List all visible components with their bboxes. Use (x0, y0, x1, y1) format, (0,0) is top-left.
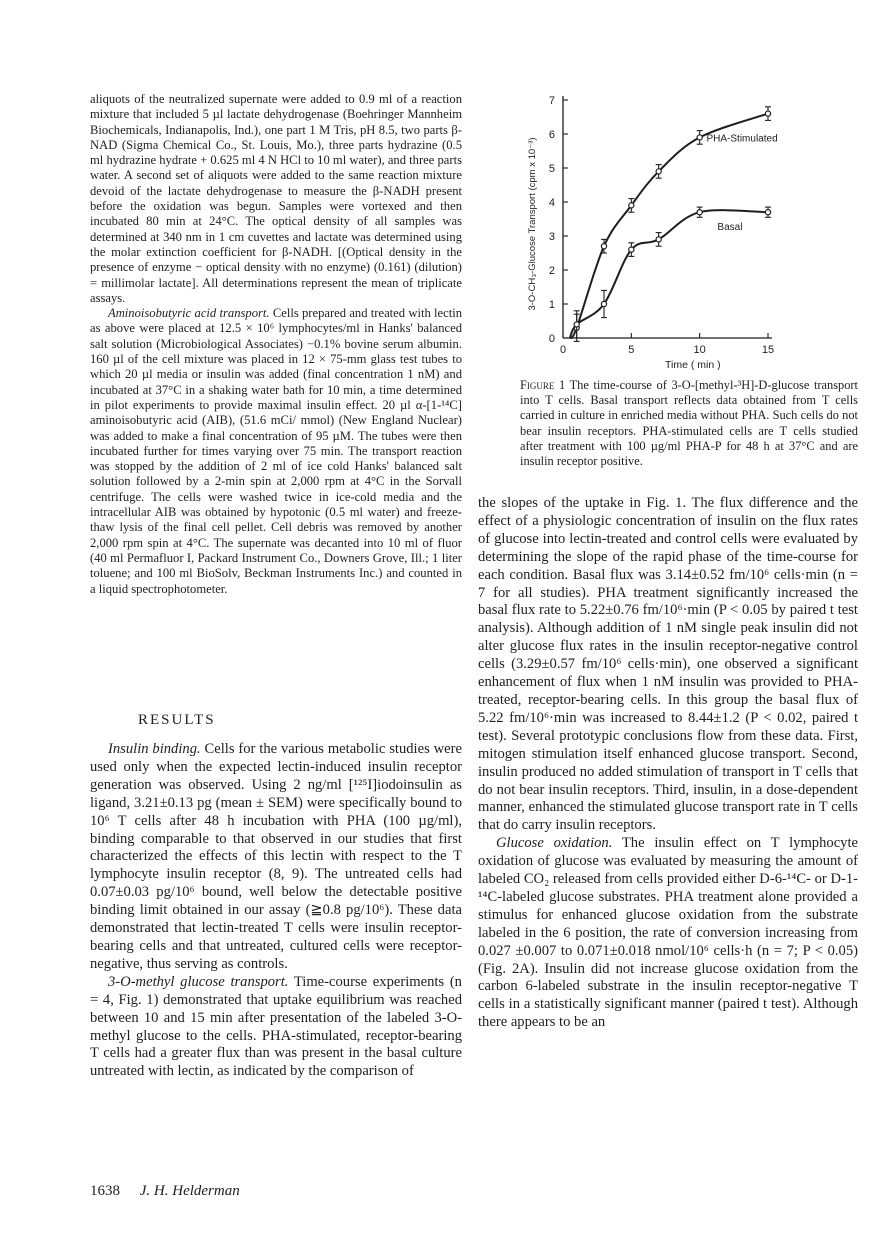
running-author: J. H. Helderman (139, 1183, 240, 1199)
glucose-transport-heading: 3-O-methyl glucose transport. (108, 973, 289, 990)
results-left-column (90, 741, 462, 1081)
insulin-binding-heading: Insulin binding. (108, 741, 201, 757)
x-axis-label: Time ( min ) (665, 359, 721, 371)
results-heading: RESULTS (138, 712, 216, 728)
data-point (765, 210, 770, 215)
y-tick-label: 1 (548, 299, 555, 311)
data-point (656, 237, 661, 242)
figure-label: Figure 1 (520, 378, 566, 392)
time-course-plot (508, 86, 808, 371)
figure-1-caption (520, 378, 858, 469)
y-tick-label: 3 (548, 231, 555, 243)
y-tick-label: 6 (548, 129, 555, 141)
data-point (601, 301, 606, 306)
figure-caption-text: The time-course of 3-O-[methyl-³H]-D-glucose transport into T cells. Basal transport reflects data obtained from T cells carried in culture in enriched media without PHA. Such cells do not bear insulin receptors. PHA-stimulated cells are T cells studied after treatment with 100 µg/ml PHA-P for 48 h at 37°C and are insulin receptor positive. (520, 378, 858, 469)
aib-transport-body: Cells prepared and treated with lectin as above were placed at 12.5 × 10⁶ lymphocytes/ml in Hanks' balanced salt solution (Microbiological Associates) −0.1% bovine serum albumin. 160 µl of the cell mixture was placed in 12 × 75-mm glass test tubes to which 20 µl media or insulin was added (final concentration 1 nM) and incubated at 37°C in a shaking water bath for 10 min, a time determined in pilot experiments to provide maximal insulin effect. 20 µl α-[1-¹⁴C] aminoisobutyric acid (AIB), (51.6 mCi/ mmol) (New England Nuclear) was added to make a final concentration of 95 µM. The tubes were then incubated further for times varying over 75 min. The transport reaction was stopped by the addition of 2 ml of ice cold Hanks' balanced salt solution followed by a 2-min spin at 2,000 rpm at 4°C in the Sorvall centrifuge. The cells were washed twice in ice-cold media and the intracellular AIB was obtained by hypotonic (0.5 ml water) and freeze-thaw lysis of the final cell pellet. Cell debris was removed by another 2,000 rpm spin at 4°C. The supernate was decanted into 10 ml of fluor (40 ml Permafluor I, Packard Instrument Co., Downers Grove, Ill.; 1 liter toluene; and 100 ml BioSolv, Beckman Instruments Inc.) and counted in a liquid spectrophotometer. (90, 306, 462, 596)
data-point (656, 169, 661, 174)
data-point (629, 247, 634, 252)
data-point (629, 203, 634, 208)
glucose-transport-body: Time-course experiments (n = 4, Fig. 1) demonstrated that uptake equilibrium was reached between 10 and 15 min after presentation of the labeled 3-O-methyl glucose to the cells. PHA-stimulated, receptor-bearing T cells had a greater flux than was present in the basal culture untreated with lectin, as indicated by the comparison of (90, 973, 462, 1080)
methods-continued (90, 92, 462, 597)
series-label-basal: Basal (717, 221, 743, 233)
flux-paragraph: the slopes of the uptake in Fig. 1. The flux difference and the effect of a physiologic concentration of insulin on the flux rates of glucose into lectin-treated and control cells were evaluated by determining the slope of the rapid phase of the time-course for each condition. Basal flux was 3.14±0.52 fm/10⁶ cells·min (n = 7 for all studies). PHA treatment significantly increased the basal flux rate to 5.22±0.76 fm/10⁶·min (P < 0.05 by paired t test analysis). Although addition of 1 nM single peak insulin did not alter glucose flux rates in the insulin receptor-negative control cells (3.29±0.57 fm/10⁶ cells·min), one observed a significant enhancement of flux when 1 nM insulin was provided to PHA-treated, receptor-bearing cells. In this group the basal flux of 5.22 fm/10⁶·min was increased to 8.44±1.2 (P < 0.02, paired t test). Several prototypic conclusions flow from these data. First, mitogen stimulation itself enhanced glucose transport. Second, insulin produced no added stimulation of transport in T cells that do not bear insulin receptors. Third, insulin, in a dose-dependent manner, enhanced the stimulated glucose transport rate in T cells that do carry insulin receptors. (478, 495, 858, 834)
insulin-binding-body: Cells for the various metabolic studies were used only when the expected lectin-induced insulin receptor generation was observed. Using 2 ng/ml [¹²⁵I]iodoinsulin as ligand, 3.21±0.13 pg (mean ± SEM) were specifically bound to 10⁶ T cells after 48 h incubation with PHA (100 µg/ml), binding comparable to that observed in our studies that first characterized the effects of this lectin with respect to the T lymphocyte insulin receptor (8, 9). The untreated cells had 0.07±0.03 pg/10⁶ bound, well below the detectable positive binding limit obtained in our assay (≧0.8 pg/10⁶). These data demonstrated that lectin-treated T cells were insulin receptor-bearing cells and that untreated, cultured cells were receptor-negative, thus serving as controls. (90, 741, 462, 972)
y-tick-label: 7 (548, 95, 555, 107)
data-point (601, 244, 606, 249)
x-tick-label: 15 (761, 344, 775, 356)
x-tick-label: 0 (559, 344, 567, 356)
glucose-transport-paragraph (90, 974, 462, 1081)
figure-1-chart (508, 86, 808, 376)
glucose-oxidation-heading: Glucose oxidation. (496, 835, 613, 852)
y-tick-label: 2 (548, 265, 555, 277)
lactate-assay-paragraph: aliquots of the neutralized supernate were added to 0.9 ml of a reaction mixture that included 5 µl lactate dehydrogenase (Boehringer Mannheim Biochemicals, Indianapolis, Ind.), one part 1 M Tris, pH 8.5, two parts β-NAD (Sigma Chemical Co., St. Louis, Mo.), three parts hydrazine (0.5 ml hydrazine hydrate + 0.625 ml 4 N HCl to 10 ml water), and three parts water. A second set of aliquots were added to the same reaction mixture devoid of the lactate dehydrogenase to measure the β-NADH present before the oxidation was begun. Samples were vortexed and then incubated 80 min at 24°C. The optical density of all samples was determined at 340 nm in 1 cm cuvettes and lactate was determined using the molar extinction coefficient for β-NADH. [(Optical density in the presence of enzyme − optical density with no enzyme) (0.161) (dilution) = millimolar lactate]. All determinations represent the mean of triplicate assays. (90, 92, 462, 305)
y-tick-label: 0 (548, 333, 555, 345)
x-tick-label: 10 (693, 344, 706, 356)
series-label-pha: PHA-Stimulated (706, 133, 778, 145)
data-point (574, 322, 579, 327)
data-point (697, 135, 702, 140)
aib-transport-heading: Aminoisobutyric acid transport. (108, 306, 270, 321)
glucose-oxidation-body: The insulin effect on T lymphocyte oxidation of glucose was evaluated by measuring the amount of labeled CO₂ released from cells provided either D-6-¹⁴C- or D-1-¹⁴C-labeled glucose substrates. PHA treatment alone provided a stimulus for enhanced glucose oxidation from the substrate labeled in the 6 position, the rate of conversion increasing from 0.027 ±0.007 to 0.071±0.018 nmol/10⁶ cells·h (n = 7; P < 0.05) (Fig. 2A). Insulin did not increase glucose oxidation from the carbon 6-labeled substrate in the insulin receptor-negative T cells in a statistically significant manner (paired t test). Although there appears to be an (478, 835, 858, 1031)
results-right-column (478, 495, 858, 1032)
y-tick-label: 5 (548, 163, 555, 175)
y-tick-label: 4 (548, 197, 555, 209)
x-tick-label: 5 (628, 344, 635, 356)
data-point (765, 111, 770, 116)
y-axis-label: 3-O-CH₃-Glucose Transport (cpm x 10⁻³) (527, 137, 538, 311)
page-number: 1638 (90, 1183, 120, 1199)
aib-transport-paragraph (90, 306, 462, 597)
glucose-oxidation-paragraph (478, 835, 858, 1032)
insulin-binding-paragraph (90, 741, 462, 974)
data-point (697, 210, 702, 215)
page-footer (90, 1183, 240, 1200)
